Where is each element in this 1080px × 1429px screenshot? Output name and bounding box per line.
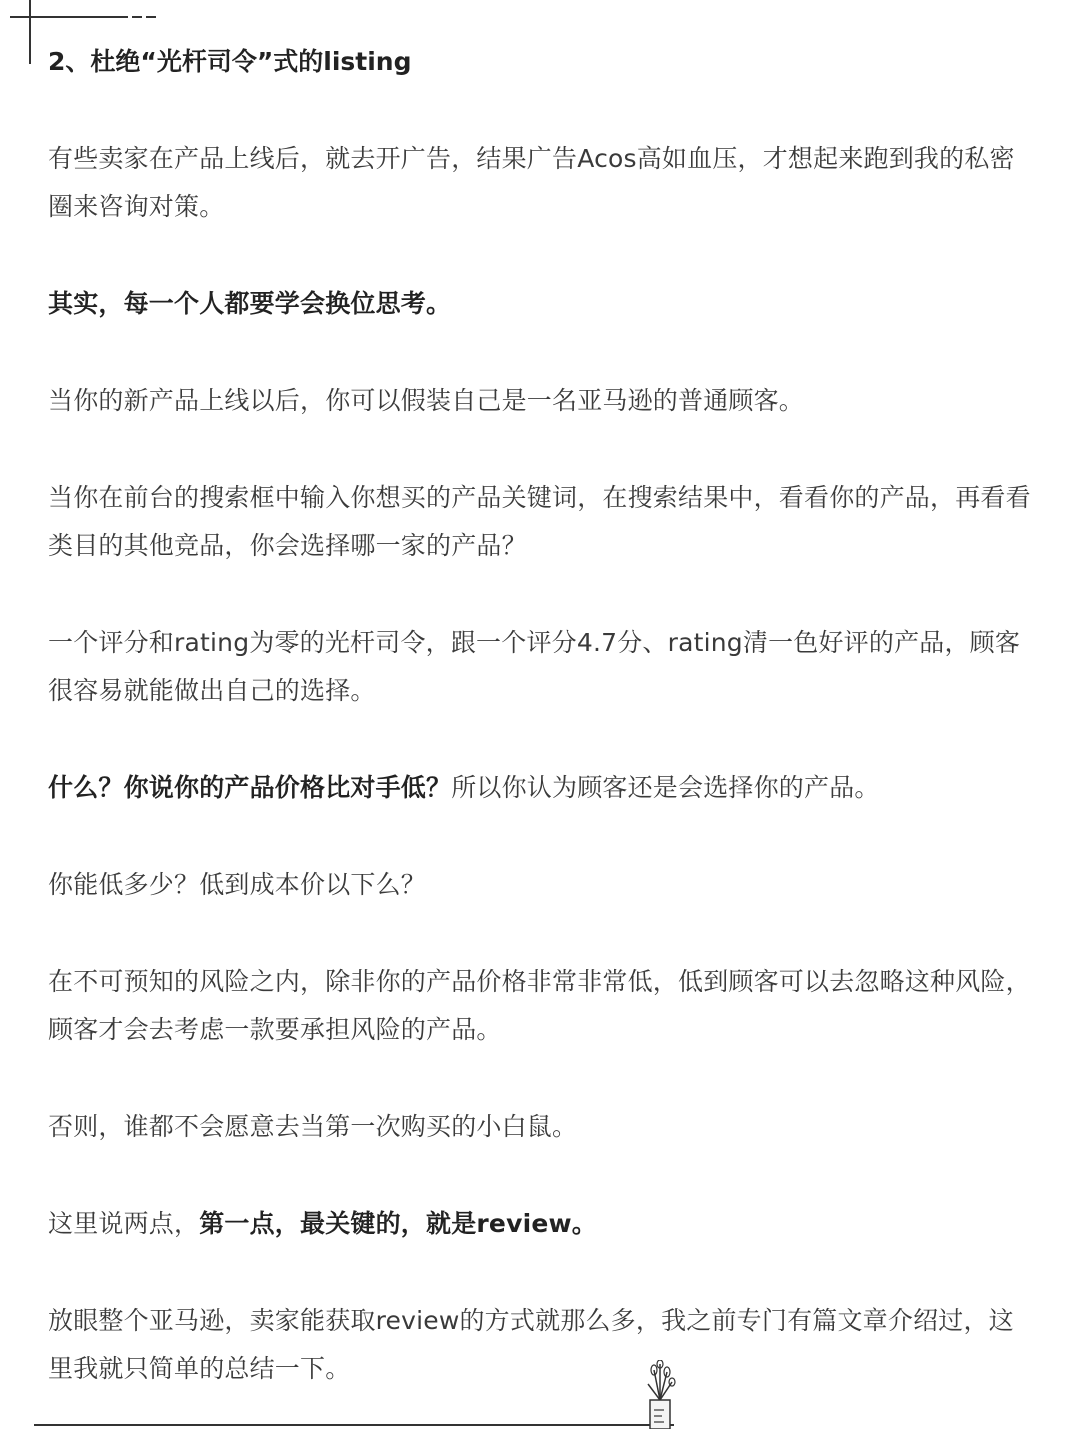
section-heading: 2、杜绝“光杆司令”式的listing — [48, 47, 412, 76]
paragraph-4: 当你在前台的搜索框中输入你想买的产品关键词，在搜索结果中，看看你的产品，再看看类目的其他竞品，你会选择哪一家的产品？ — [48, 483, 1031, 560]
paragraph-1: 有些卖家在产品上线后，就去开广告，结果广告Acos高如血压，才想起来跑到我的私密圈来咨询对策。 — [48, 144, 1015, 221]
footer-divider — [34, 1424, 674, 1426]
paragraph-5: 一个评分和rating为零的光杆司令，跟一个评分4.7分、rating清一色好评的产品，顾客很容易就能做出自己的选择。 — [48, 628, 1021, 705]
paragraph-7: 你能低多少？低到成本价以下么？ — [48, 870, 427, 899]
paragraph-2: 其实，每一个人都要学会换位思考。 — [48, 289, 452, 318]
paragraph-3: 当你的新产品上线以后，你可以假装自己是一名亚马逊的普通顾客。 — [48, 386, 805, 415]
paragraph-11: 放眼整个亚马逊，卖家能获取review的方式就那么多，我之前专门有篇文章介绍过，这里我就只简单的总结一下。 — [48, 1306, 1014, 1383]
paragraph-6: 什么？你说你的产品价格比对手低？所以你认为顾客还是会选择你的产品。 — [48, 773, 880, 802]
paragraph-8: 在不可预知的风险之内，除非你的产品价格非常非常低，低到顾客可以去忽略这种风险，顾客才会去考虑一款要承担风险的产品。 — [48, 967, 1031, 1044]
plant-pot-icon — [640, 1360, 680, 1429]
article-body — [48, 38, 1038, 1393]
paragraph-9: 否则，谁都不会愿意去当第一次购买的小白鼠。 — [48, 1112, 578, 1141]
paragraph-10: 这里说两点，第一点，最关键的，就是review。 — [48, 1209, 598, 1238]
